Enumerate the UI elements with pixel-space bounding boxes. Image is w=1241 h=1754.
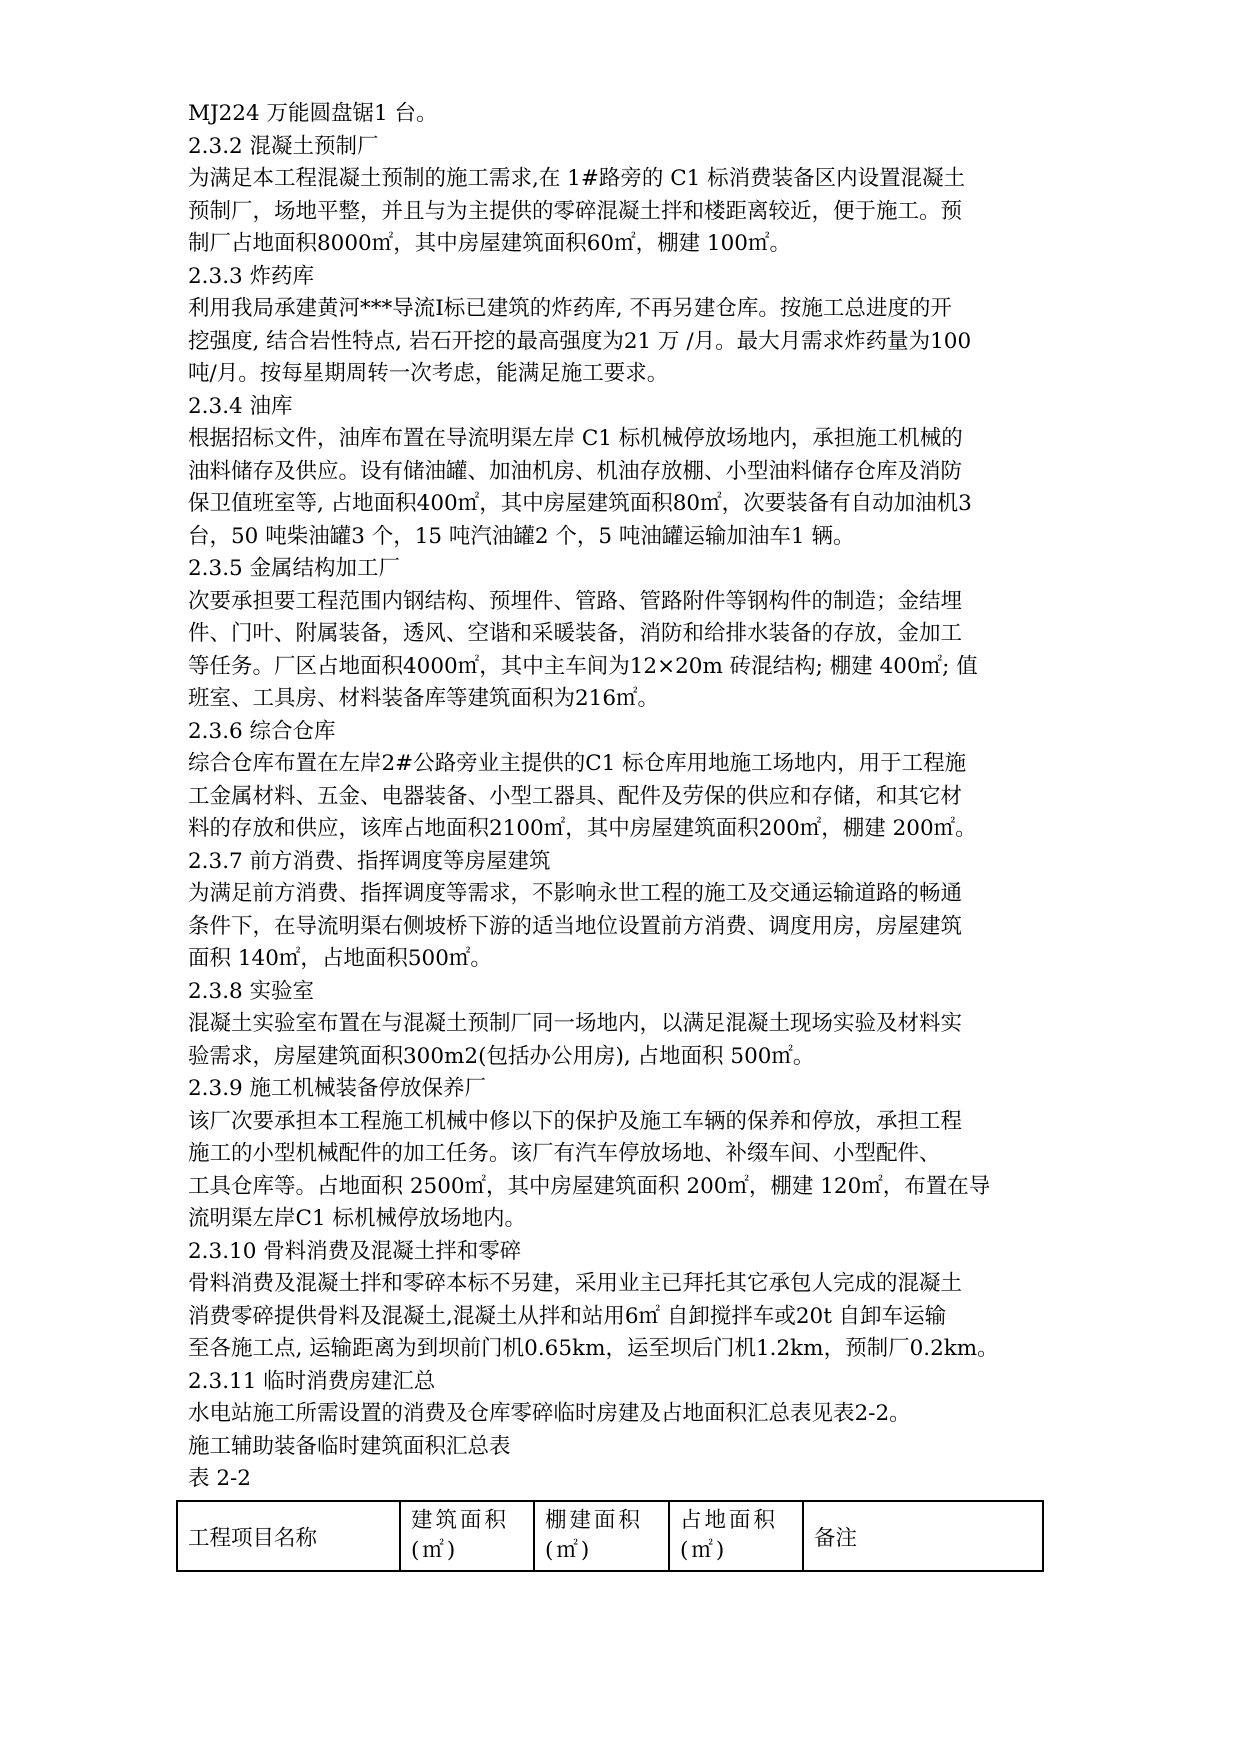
text-line: 至各施工点, 运输距离为到坝前门机0.65km，运至坝后门机1.2km，预制厂0.2km。 xyxy=(188,1336,999,1361)
text-line: 2.3.2 混凝土预制厂 xyxy=(188,133,379,159)
text-line: 条件下，在导流明渠右侧坡桥下游的适当地位设置前方消费、调度用房，房屋建筑 xyxy=(188,913,963,939)
text-line: 2.3.3 炸药库 xyxy=(188,263,315,289)
text-line: 班室、工具房、材料装备库等建筑面积为216㎡。 xyxy=(188,686,660,711)
text-line: 水电站施工所需设置的消费及仓库零碎临时房建及占地面积汇总表见表2-2。 xyxy=(188,1401,911,1426)
text-line: 根据招标文件，油库布置在导流明渠左岸 C1 标机械停放场地内，承担施工机械的 xyxy=(188,426,963,451)
text-line: 为满足前方消费、指挥调度等需求，不影响永世工程的施工及交通运输道路的畅通 xyxy=(188,881,963,906)
text-line: 骨料消费及混凝土拌和零碎本标不另建，采用业主已拜托其它承包人完成的混凝土 xyxy=(188,1271,963,1296)
text-line: 面积 140㎡，占地面积500㎡。 xyxy=(188,946,492,971)
text-line: 为满足本工程混凝土预制的施工需求,在 1#路旁的 C1 标消费装备区内设置混凝土 xyxy=(188,166,966,191)
document-body xyxy=(188,98,1068,1496)
text-line: 综合仓库布置在左岸2#公路旁业主提供的C1 标仓库用地施工场地内，用于工程施 xyxy=(188,751,967,776)
text-line: MJ224 万能圆盘锯1 台。 xyxy=(188,101,438,126)
text-line: 料的存放和供应，该库占地面积2100㎡，其中房屋建筑面积200㎡，棚建 200㎡。 xyxy=(188,816,977,841)
text-line: 吨/月。按每星期周转一次考虑，能满足施工要求。 xyxy=(188,361,669,386)
text-line: 2.3.8 实验室 xyxy=(188,978,315,1004)
table-header-remarks: 备注 xyxy=(803,1501,1043,1571)
text-line: 2.3.9 施工机械装备停放保养厂 xyxy=(188,1076,487,1101)
text-line: 混凝土实验室布置在与混凝土预制厂同一场地内，以满足混凝土现场实验及材料实 xyxy=(188,1011,963,1036)
text-line: 2.3.7 前方消费、指挥调度等房屋建筑 xyxy=(188,848,551,874)
text-line: 制厂占地面积8000㎡，其中房屋建筑面积60㎡，棚建 100㎡。 xyxy=(188,231,791,256)
text-line: 施工的小型机械配件的加工任务。该厂有汽车停放场地、补缀车间、小型配件、 xyxy=(188,1141,941,1166)
text-line: 2.3.6 综合仓库 xyxy=(188,718,336,744)
table-header-land-area: 占地面积(㎡) xyxy=(669,1501,803,1571)
text-line: 工具仓库等。占地面积 2500㎡，其中房屋建筑面积 200㎡，棚建 120㎡，布置在导 xyxy=(188,1173,991,1199)
text-line: 表 2-2 xyxy=(188,1466,251,1491)
text-line: 工金属材料、五金、电器装备、小型工器具、配件及劳保的供应和存储，和其它材 xyxy=(188,783,963,809)
text-line: 该厂次要承担本工程施工机械中修以下的保护及施工车辆的保养和停放，承担工程 xyxy=(188,1108,963,1134)
text-line: 2.3.4 油库 xyxy=(188,393,293,419)
text-line: 2.3.11 临时消费房建汇总 xyxy=(188,1368,436,1394)
table-header-building-area: 建筑面积(㎡) xyxy=(400,1501,534,1571)
text-line: 2.3.5 金属结构加工厂 xyxy=(188,556,401,581)
text-line: 台，50 吨柴油罐3 个，15 吨汽油罐2 个，5 吨油罐运输加油车1 辆。 xyxy=(188,523,855,549)
text-line: 件、门叶、附属装备，透风、空谐和采暖装备，消防和给排水装备的存放，金加工 xyxy=(188,621,963,646)
text-line: 油料储存及供应。设有储油罐、加油机房、机油存放棚、小型油料储存仓库及消防 xyxy=(188,458,963,484)
text-line: 次要承担要工程范围内钢结构、预埋件、管路、管路附件等钢构件的制造；金结埋 xyxy=(188,588,963,614)
text-line: 利用我局承建黄河***导流Ⅰ标已建筑的炸药库, 不再另建仓库。按施工总进度的开 xyxy=(188,296,952,321)
text-line: 保卫值班室等, 占地面积400㎡，其中房屋建筑面积80㎡，次要装备有自动加油机3 xyxy=(188,491,972,516)
text-line: 验需求，房屋建筑面积300m2(包括办公用房), 占地面积 500㎡。 xyxy=(188,1043,815,1069)
table-header-row xyxy=(177,1501,1043,1571)
text-line: 预制厂，场地平整，并且与为主提供的零碎混凝土拌和楼距离较近，便于施工。预 xyxy=(188,198,963,224)
text-line: 流明渠左岸C1 标机械停放场地内。 xyxy=(188,1206,526,1231)
text-line: 消费零碎提供骨料及混凝土,混凝土从拌和站用6㎡ 自卸搅拌车或20t 自卸车运输 xyxy=(188,1303,947,1329)
text-line: 施工辅助装备临时建筑面积汇总表 xyxy=(188,1433,511,1459)
text-line: 挖强度, 结合岩性特点, 岩石开挖的最高强度为21 万 /月。最大月需求炸药量为100 xyxy=(188,328,972,354)
table-header-shed-area: 棚建面积(㎡) xyxy=(534,1501,669,1571)
text-line: 2.3.10 骨料消费及混凝土拌和零碎 xyxy=(188,1238,522,1264)
table-header-project-name: 工程项目名称 xyxy=(177,1501,400,1571)
text-line: 等任务。厂区占地面积4000㎡，其中主车间为12×20m 砖混结构; 棚建 400㎡; 值 xyxy=(188,653,978,679)
summary-table xyxy=(176,1500,1044,1572)
